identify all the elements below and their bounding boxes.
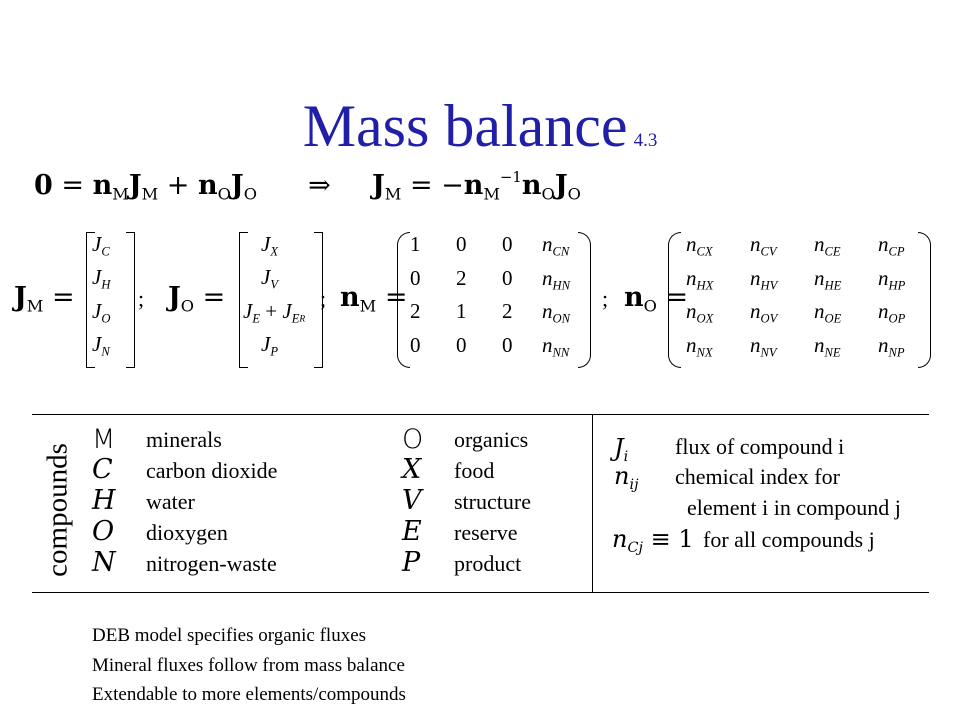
nm-equals: = <box>384 282 408 313</box>
nm-sub: M <box>359 296 377 316</box>
mineral-desc: nitrogen-waste <box>146 551 277 576</box>
jm-entry: $J_C$ <box>92 232 110 259</box>
no-cell: $n_{NP}$ <box>878 332 905 359</box>
eq-sub-m: M <box>141 184 159 204</box>
no-cell: $n_{OX}$ <box>686 299 714 326</box>
no-cell: $n_{CX}$ <box>686 232 713 259</box>
eq-plus: + <box>166 169 190 201</box>
no-cell: $n_{OP}$ <box>878 299 906 326</box>
box-bottom-line <box>32 592 929 593</box>
eq-sub-o: O <box>243 184 257 204</box>
jo-entry: $J_P$ <box>261 332 279 359</box>
nm-cell: $n_{ON}$ <box>542 299 570 326</box>
bottom-note: Extendable to more elements/compounds <box>92 684 406 705</box>
carbon-index-symbol: $n_{Cj} \equiv 1$ <box>612 525 694 557</box>
mineral-symbol: N <box>92 547 116 578</box>
eq-sub-m: M <box>112 184 129 204</box>
mineral-desc: water <box>146 489 195 514</box>
mineral-desc: carbon dioxide <box>146 458 278 483</box>
eq-sub-o: O <box>567 184 581 204</box>
jo-j: J <box>168 282 181 313</box>
mineral-symbol: O <box>92 516 115 547</box>
no-cell: $n_{NV}$ <box>750 332 777 359</box>
no-cell: $n_{HP}$ <box>878 265 906 292</box>
no-cell: $n_{HV}$ <box>750 265 778 292</box>
title-main: Mass balance <box>302 93 628 159</box>
no-cell: $n_{OE}$ <box>814 299 842 326</box>
nm-cell: 0 <box>502 265 513 290</box>
jm-j: J <box>14 282 27 313</box>
organic-desc: food <box>454 458 495 483</box>
no-cell: $n_{NE}$ <box>814 332 841 359</box>
mass-balance-equation <box>34 168 581 204</box>
nm-cell: 0 <box>456 232 467 256</box>
no-n: n <box>624 282 644 313</box>
organic-symbol: V <box>402 485 422 516</box>
jo-sub: O <box>180 296 195 316</box>
slide-title <box>0 92 960 161</box>
organic-symbol: X <box>402 454 422 485</box>
no-cell: $n_{CE}$ <box>814 232 841 259</box>
bottom-note: DEB model specifies organic fluxes <box>92 625 367 646</box>
no-sub: O <box>643 296 657 316</box>
no-cell: $n_{CP}$ <box>878 232 905 259</box>
eq-j: J <box>371 169 385 201</box>
jo-entry: $J_V$ <box>261 265 279 292</box>
nm-right-paren <box>578 232 591 368</box>
mineral-symbol: H <box>92 485 116 516</box>
separator: ; <box>320 286 327 311</box>
jm-sub: M <box>26 296 44 316</box>
definitions-row <box>14 232 944 372</box>
jm-lhs <box>14 282 75 316</box>
nm-cell: 0 <box>456 332 467 357</box>
compounds-label: compounds <box>41 443 74 577</box>
separator: ; <box>602 286 609 311</box>
nm-cell: 2 <box>410 299 421 323</box>
jm-entry: $J_N$ <box>92 332 110 359</box>
jm-right-bracket <box>126 232 135 368</box>
no-cell: $n_{OV}$ <box>750 299 778 326</box>
organic-symbol: P <box>402 547 421 578</box>
eq-j: J <box>128 169 142 201</box>
jm-entry: $J_H$ <box>92 265 111 292</box>
eq-j: J <box>230 169 244 201</box>
index-desc-1: chemical index for <box>675 464 840 489</box>
separator: ; <box>138 286 145 311</box>
mineral-symbol: C <box>92 454 113 485</box>
nm-n: n <box>340 282 360 313</box>
no-cell: $n_{NX}$ <box>686 332 713 359</box>
no-equals: = <box>665 282 689 313</box>
jo-entry: $J_X$ <box>261 232 279 259</box>
box-top-line <box>32 414 929 415</box>
eq-equals: = <box>409 169 433 201</box>
organic-desc: product <box>454 551 522 576</box>
nm-cell: $n_{CN}$ <box>542 232 570 259</box>
eq-n: n <box>198 169 218 201</box>
no-right-paren <box>918 232 931 368</box>
eq-j: J <box>554 169 568 201</box>
section-number: 4.3 <box>633 130 658 151</box>
eq-sub-o: O <box>217 184 231 204</box>
organic-symbol: O <box>402 424 424 455</box>
jo-lhs <box>168 282 225 316</box>
eq-sub-m: M <box>483 184 500 204</box>
eq-n: n <box>521 169 542 201</box>
eq-n: n <box>463 169 484 201</box>
nm-cell: 1 <box>456 299 467 323</box>
index-desc-2: element i in compound j <box>687 495 901 520</box>
jm-entry: $J_O$ <box>92 299 111 326</box>
nm-cell: 0 <box>502 332 513 357</box>
organic-symbol: E <box>402 516 422 547</box>
organic-desc: reserve <box>454 520 518 545</box>
nm-cell: 2 <box>502 299 513 323</box>
jo-entry: $J_E + J_{ER}$ <box>243 299 306 326</box>
nm-cell: 0 <box>410 332 421 357</box>
jo-equals: = <box>202 282 226 313</box>
nm-cell: 1 <box>410 232 421 256</box>
no-cell: $n_{HX}$ <box>686 265 714 292</box>
eq-inverse: −1 <box>500 168 522 186</box>
flux-symbol: $J_i$ <box>614 434 629 466</box>
nm-cell: $n_{HN}$ <box>542 265 570 292</box>
bottom-note: Mineral fluxes follow from mass balance <box>92 655 405 676</box>
eq-zero: 0 <box>34 169 53 201</box>
carbon-index-desc: for all compounds j <box>703 527 875 552</box>
eq-minus: − <box>441 169 464 201</box>
nm-left-paren <box>397 232 410 368</box>
box-divider <box>592 414 593 592</box>
mineral-desc: minerals <box>146 427 222 452</box>
nm-cell: $n_{NN}$ <box>542 332 570 359</box>
nm-cell: 2 <box>456 265 467 290</box>
implies-arrow: ⇒ <box>308 169 331 201</box>
nm-cell: 0 <box>410 265 421 290</box>
mineral-symbol: M <box>92 424 116 455</box>
no-cell: $n_{HE}$ <box>814 265 842 292</box>
eq-equals: = <box>61 169 85 201</box>
eq-sub-o: O <box>541 184 555 204</box>
mineral-desc: dioxygen <box>146 520 228 545</box>
no-left-paren <box>668 232 681 368</box>
eq-n: n <box>92 169 113 201</box>
organic-desc: organics <box>454 427 529 452</box>
eq-sub-m: M <box>384 184 402 204</box>
organic-desc: structure <box>454 489 531 514</box>
no-cell: $n_{CV}$ <box>750 232 777 259</box>
flux-desc: flux of compound i <box>675 434 845 459</box>
nm-cell: 0 <box>502 232 513 256</box>
index-symbol: $n_{ij}$ <box>614 462 639 494</box>
jm-equals: = <box>51 282 75 313</box>
